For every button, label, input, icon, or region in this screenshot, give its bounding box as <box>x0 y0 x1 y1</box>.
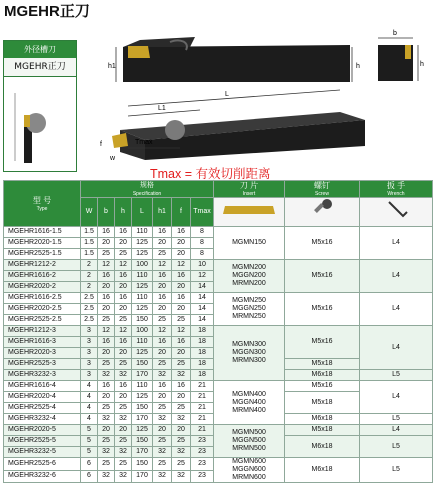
spec-cell: 12 <box>172 260 191 271</box>
model-cell: MGEHR2525-6 <box>4 458 81 471</box>
model-cell: MGEHR2020-2.5 <box>4 304 81 315</box>
spec-cell: 150 <box>132 359 153 370</box>
spec-cell: 6 <box>81 470 98 483</box>
spec-cell: 20 <box>115 348 132 359</box>
screw-cell: M5x16 <box>285 227 360 260</box>
spec-cell: 18 <box>191 326 214 337</box>
spec-cell: 32 <box>153 447 172 458</box>
screw-cell: M5x16 <box>285 260 360 293</box>
model-cell: MGEHR3232-3 <box>4 370 81 381</box>
model-cell: MGEHR2525-2.5 <box>4 315 81 326</box>
model-cell: MGEHR2525-5 <box>4 436 81 447</box>
spec-cell: 20 <box>98 282 115 293</box>
spec-cell: 14 <box>191 304 214 315</box>
spec-cell: 150 <box>132 315 153 326</box>
tool-drawing <box>80 20 435 165</box>
spec-cell: 25 <box>153 315 172 326</box>
spec-cell: 18 <box>191 348 214 359</box>
wrench-header-label: 扳 手 <box>386 181 406 190</box>
spec-cell: 32 <box>172 447 191 458</box>
spec-cell: 125 <box>132 392 153 403</box>
table-row <box>4 260 433 271</box>
spec-cell: 21 <box>191 425 214 436</box>
spec-cell: 125 <box>132 425 153 436</box>
spec-cell: 21 <box>191 414 214 425</box>
thumb-holder-shank <box>24 127 32 163</box>
model-cell: MGEHR1212-2 <box>4 260 81 271</box>
spec-cell: 20 <box>98 348 115 359</box>
tool-type-header: 外径槽刀 <box>4 41 76 58</box>
spec-cell: 16 <box>115 293 132 304</box>
spec-cell: 25 <box>153 436 172 447</box>
spec-cell: 16 <box>153 293 172 304</box>
wrench-image-cell <box>360 198 433 227</box>
spec-cell: 25 <box>98 249 115 260</box>
dim-label-h1: h1 <box>108 63 116 70</box>
col-b: b <box>98 198 115 227</box>
spec-cell: 25 <box>172 403 191 414</box>
spec-cell: 150 <box>132 403 153 414</box>
spec-cell: 4 <box>81 381 98 392</box>
spec-cell: 1.5 <box>81 227 98 238</box>
dim-label-h: h <box>356 63 360 70</box>
spec-cell: 3 <box>81 348 98 359</box>
screw-header-en: Screw <box>315 191 329 197</box>
spec-cell: 23 <box>191 447 214 458</box>
spec-cell: 20 <box>115 304 132 315</box>
spec-cell: 16 <box>153 227 172 238</box>
table-row <box>4 326 433 337</box>
spec-cell: 8 <box>191 227 214 238</box>
spec-cell: 125 <box>132 282 153 293</box>
spec-cell: 32 <box>115 414 132 425</box>
spec-cell: 20 <box>172 238 191 249</box>
spec-cell: 16 <box>115 337 132 348</box>
model-cell: MGEHR1616-4 <box>4 381 81 392</box>
model-cell: MGEHR1616-2 <box>4 271 81 282</box>
screw-header-label: 螺钉 <box>314 181 330 190</box>
spec-cell: 25 <box>115 315 132 326</box>
wrench-cell: L4 <box>360 326 433 370</box>
spec-cell: 150 <box>132 458 153 471</box>
spec-cell: 2.5 <box>81 304 98 315</box>
spec-cell: 25 <box>98 315 115 326</box>
spec-cell: 4 <box>81 403 98 414</box>
spec-cell: 3 <box>81 326 98 337</box>
dim-label-f: f <box>100 141 102 148</box>
spec-cell: 3 <box>81 359 98 370</box>
spec-cell: 32 <box>98 414 115 425</box>
spec-cell: 20 <box>172 282 191 293</box>
spec-cell: 18 <box>191 359 214 370</box>
model-cell: MGEHR2525-3 <box>4 359 81 370</box>
spec-cell: 16 <box>172 381 191 392</box>
wrench-cell: L4 <box>360 425 433 436</box>
dim-label-L1: L1 <box>158 105 166 112</box>
screw-cell: M5x16 <box>285 326 360 359</box>
spec-cell: 20 <box>98 238 115 249</box>
spec-cell: 6 <box>81 458 98 471</box>
screw-icon-head <box>322 199 332 209</box>
spec-cell: 20 <box>172 348 191 359</box>
dim-label-b: b <box>393 30 397 37</box>
spec-cell: 110 <box>132 381 153 392</box>
spec-cell: 110 <box>132 271 153 282</box>
spec-cell: 20 <box>153 425 172 436</box>
spec-cell: 20 <box>98 425 115 436</box>
spec-cell: 20 <box>172 249 191 260</box>
spec-cell: 25 <box>115 436 132 447</box>
table-row <box>4 458 433 471</box>
insert-cell: MGMN400 MGGN400 MRMN400 <box>214 381 285 425</box>
spec-header <box>81 181 214 198</box>
spec-cell: 12 <box>98 326 115 337</box>
spec-cell: 14 <box>191 293 214 304</box>
spec-cell: 32 <box>115 447 132 458</box>
insert-cell: MGMN150 <box>214 227 285 260</box>
screw-icon-shaft <box>314 203 324 213</box>
model-cell: MGEHR2020-5 <box>4 425 81 436</box>
spec-cell: 2 <box>81 260 98 271</box>
spec-cell: 16 <box>172 227 191 238</box>
spec-cell: 170 <box>132 370 153 381</box>
insert-side <box>112 133 128 148</box>
spec-cell: 20 <box>98 392 115 403</box>
spec-header-en: Specification <box>132 191 162 197</box>
model-cell: MGEHR2525-4 <box>4 403 81 414</box>
spec-cell: 110 <box>132 227 153 238</box>
spec-cell: 12 <box>153 326 172 337</box>
spec-cell: 20 <box>153 238 172 249</box>
clamp-screw-head <box>165 120 185 140</box>
dim-label-L: L <box>225 91 229 98</box>
model-cell: MGEHR2020-4 <box>4 392 81 403</box>
spec-cell: 20 <box>172 425 191 436</box>
screw-cell: M5x18 <box>285 425 360 436</box>
holder-top-body <box>123 45 350 82</box>
dim-label-w: w <box>110 155 116 162</box>
type-header-en: Type <box>36 205 48 212</box>
spec-cell: 16 <box>98 381 115 392</box>
spec-cell: 1.5 <box>81 238 98 249</box>
spec-cell: 25 <box>98 436 115 447</box>
spec-cell: 2 <box>81 271 98 282</box>
wrench-cell: L5 <box>360 370 433 381</box>
insert-icon <box>219 203 279 217</box>
spec-cell: 20 <box>115 425 132 436</box>
spec-cell: 25 <box>98 403 115 414</box>
spec-cell: 32 <box>115 470 132 483</box>
spec-cell: 25 <box>172 436 191 447</box>
spec-cell: 32 <box>98 447 115 458</box>
spec-cell: 32 <box>172 470 191 483</box>
spec-cell: 12 <box>191 271 214 282</box>
spec-cell: 110 <box>132 293 153 304</box>
spec-cell: 25 <box>153 458 172 471</box>
spec-cell: 23 <box>191 470 214 483</box>
spec-cell: 16 <box>172 293 191 304</box>
spec-cell: 20 <box>115 282 132 293</box>
insert-header-label: 刀 片 <box>239 181 259 190</box>
col-f: f <box>172 198 191 227</box>
spec-cell: 16 <box>172 271 191 282</box>
spec-cell: 20 <box>172 392 191 403</box>
screw-image-cell <box>285 198 360 227</box>
model-cell: MGEHR2020-1.5 <box>4 238 81 249</box>
insert-header-en: Insert <box>242 191 256 197</box>
type-header-label: 型 号 <box>32 195 52 205</box>
dim-label-tmax: Tmax <box>135 139 153 146</box>
table-row <box>4 227 433 238</box>
spec-cell: 100 <box>132 260 153 271</box>
spec-cell: 18 <box>191 337 214 348</box>
spec-cell: 32 <box>153 370 172 381</box>
spec-cell: 100 <box>132 326 153 337</box>
col-tmax: Tmax <box>191 198 214 227</box>
spec-cell: 16 <box>153 337 172 348</box>
spec-cell: 5 <box>81 447 98 458</box>
spec-cell: 5 <box>81 425 98 436</box>
model-cell: MGEHR2020-2 <box>4 282 81 293</box>
spec-cell: 16 <box>98 271 115 282</box>
spec-cell: 25 <box>115 249 132 260</box>
spec-cell: 8 <box>191 238 214 249</box>
spec-cell: 16 <box>98 337 115 348</box>
spec-cell: 16 <box>115 227 132 238</box>
spec-cell: 3 <box>81 370 98 381</box>
spec-table <box>3 180 433 483</box>
table-row <box>4 381 433 392</box>
insert-top <box>128 46 150 58</box>
screw-cell: M6x18 <box>285 370 360 381</box>
spec-cell: 25 <box>153 403 172 414</box>
spec-cell: 170 <box>132 447 153 458</box>
tool-type-box <box>3 40 77 172</box>
spec-cell: 2.5 <box>81 315 98 326</box>
spec-cell: 8 <box>191 249 214 260</box>
spec-cell: 125 <box>132 238 153 249</box>
spec-table-body <box>4 227 433 483</box>
insert-cell: MGMN300 MGGN300 MRMN300 <box>214 326 285 381</box>
spec-cell: 32 <box>153 414 172 425</box>
spec-cell: 21 <box>191 381 214 392</box>
col-h1: h1 <box>153 198 172 227</box>
dim-line-L <box>128 90 340 106</box>
spec-cell: 18 <box>191 370 214 381</box>
wrench-icon <box>381 198 411 222</box>
spec-cell: 32 <box>153 470 172 483</box>
table-row <box>4 293 433 304</box>
spec-cell: 32 <box>172 370 191 381</box>
spec-header-label: 规格 <box>140 182 154 189</box>
thumb-insert <box>24 115 30 127</box>
spec-cell: 16 <box>115 381 132 392</box>
wrench-cell: L4 <box>360 227 433 260</box>
tool-type-subtitle: MGEHR正刀 <box>4 58 76 77</box>
spec-cell: 170 <box>132 470 153 483</box>
spec-cell: 16 <box>153 271 172 282</box>
spec-cell: 25 <box>172 458 191 471</box>
spec-cell: 32 <box>98 470 115 483</box>
spec-cell: 14 <box>191 282 214 293</box>
spec-cell: 2 <box>81 282 98 293</box>
spec-cell: 16 <box>153 381 172 392</box>
col-L: L <box>132 198 153 227</box>
wrench-header-en: Wrench <box>387 191 405 197</box>
wrench-cell: L4 <box>360 260 433 293</box>
spec-cell: 12 <box>172 326 191 337</box>
spec-cell: 25 <box>153 249 172 260</box>
spec-cell: 21 <box>191 403 214 414</box>
spec-cell: 23 <box>191 436 214 447</box>
spec-cell: 150 <box>132 436 153 447</box>
model-cell: MGEHR1616-2.5 <box>4 293 81 304</box>
screw-cell: M6x18 <box>285 458 360 483</box>
wrench-cell: L5 <box>360 436 433 458</box>
spec-cell: 10 <box>191 260 214 271</box>
spec-cell: 32 <box>98 370 115 381</box>
spec-cell: 16 <box>172 337 191 348</box>
insert-cell: MGMN200 MGGN200 MRMN200 <box>214 260 285 293</box>
screw-cell: M6x18 <box>285 414 360 425</box>
type-header <box>4 181 81 227</box>
screw-header <box>285 181 360 198</box>
insert-header <box>214 181 285 198</box>
spec-cell: 25 <box>153 359 172 370</box>
model-cell: MGEHR1616-1.5 <box>4 227 81 238</box>
spec-cell: 25 <box>172 315 191 326</box>
spec-cell: 20 <box>172 304 191 315</box>
insert-end-view <box>405 45 411 59</box>
col-h: h <box>115 198 132 227</box>
spec-cell: 12 <box>153 260 172 271</box>
model-cell: MGEHR1616-3 <box>4 337 81 348</box>
spec-cell: 25 <box>172 359 191 370</box>
spec-cell: 170 <box>132 414 153 425</box>
insert-cell: MGMN600 MGGN600 MRMN600 <box>214 458 285 483</box>
wrench-cell: L4 <box>360 381 433 414</box>
spec-cell: 25 <box>98 458 115 471</box>
spec-cell: 21 <box>191 392 214 403</box>
screw-cell: M6x18 <box>285 436 360 458</box>
spec-cell: 12 <box>115 260 132 271</box>
spec-cell: 20 <box>153 392 172 403</box>
insert-image-cell <box>214 198 285 227</box>
spec-cell: 16 <box>98 293 115 304</box>
spec-cell: 20 <box>153 348 172 359</box>
spec-cell: 3 <box>81 337 98 348</box>
spec-cell: 32 <box>172 414 191 425</box>
insert-cell: MGMN500 MGGN500 MRMN500 <box>214 425 285 458</box>
spec-cell: 5 <box>81 436 98 447</box>
model-cell: MGEHR2020-3 <box>4 348 81 359</box>
spec-cell: 20 <box>153 304 172 315</box>
screw-cell: M5x16 <box>285 381 360 392</box>
spec-cell: 12 <box>115 326 132 337</box>
screw-cell: M5x16 <box>285 293 360 326</box>
screw-cell: M5x18 <box>285 359 360 370</box>
spec-cell: 25 <box>115 359 132 370</box>
spec-cell: 32 <box>115 370 132 381</box>
spec-cell: 12 <box>98 260 115 271</box>
spec-cell: 16 <box>115 271 132 282</box>
model-cell: MGEHR3232-6 <box>4 470 81 483</box>
spec-cell: 20 <box>115 392 132 403</box>
spec-cell: 125 <box>132 304 153 315</box>
spec-cell: 4 <box>81 414 98 425</box>
page-title: MGEHR正刀 <box>4 3 90 20</box>
tmax-caption: Tmax = 有效切削距离 <box>150 167 271 181</box>
insert-icon-shape <box>223 206 275 214</box>
spec-cell: 20 <box>115 238 132 249</box>
model-cell: MGEHR3232-5 <box>4 447 81 458</box>
wrench-cell: L5 <box>360 458 433 483</box>
spec-cell: 20 <box>153 282 172 293</box>
spec-cell: 125 <box>132 249 153 260</box>
wrench-cell: L5 <box>360 414 433 425</box>
model-cell: MGEHR2525-1.5 <box>4 249 81 260</box>
insert-cell: MGMN250 MGGN250 MRMN250 <box>214 293 285 326</box>
spec-cell: 14 <box>191 315 214 326</box>
model-cell: MGEHR3232-4 <box>4 414 81 425</box>
spec-cell: 25 <box>98 359 115 370</box>
spec-cell: 1.5 <box>81 249 98 260</box>
screw-icon <box>307 198 337 222</box>
spec-cell: 4 <box>81 392 98 403</box>
screw-cell: M5x18 <box>285 392 360 414</box>
col-w: W <box>81 198 98 227</box>
spec-cell: 2.5 <box>81 293 98 304</box>
wrench-cell: L4 <box>360 293 433 326</box>
spec-cell: 25 <box>115 458 132 471</box>
table-row <box>4 425 433 436</box>
spec-cell: 125 <box>132 348 153 359</box>
spec-cell: 23 <box>191 458 214 471</box>
wrench-header <box>360 181 433 198</box>
spec-cell: 110 <box>132 337 153 348</box>
spec-cell: 16 <box>98 227 115 238</box>
spec-cell: 20 <box>98 304 115 315</box>
model-cell: MGEHR1212-3 <box>4 326 81 337</box>
wrench-icon-shape <box>389 202 407 216</box>
thumbnail-illustration <box>10 83 70 165</box>
spec-cell: 25 <box>115 403 132 414</box>
dim-label-h-end: h <box>420 61 424 68</box>
